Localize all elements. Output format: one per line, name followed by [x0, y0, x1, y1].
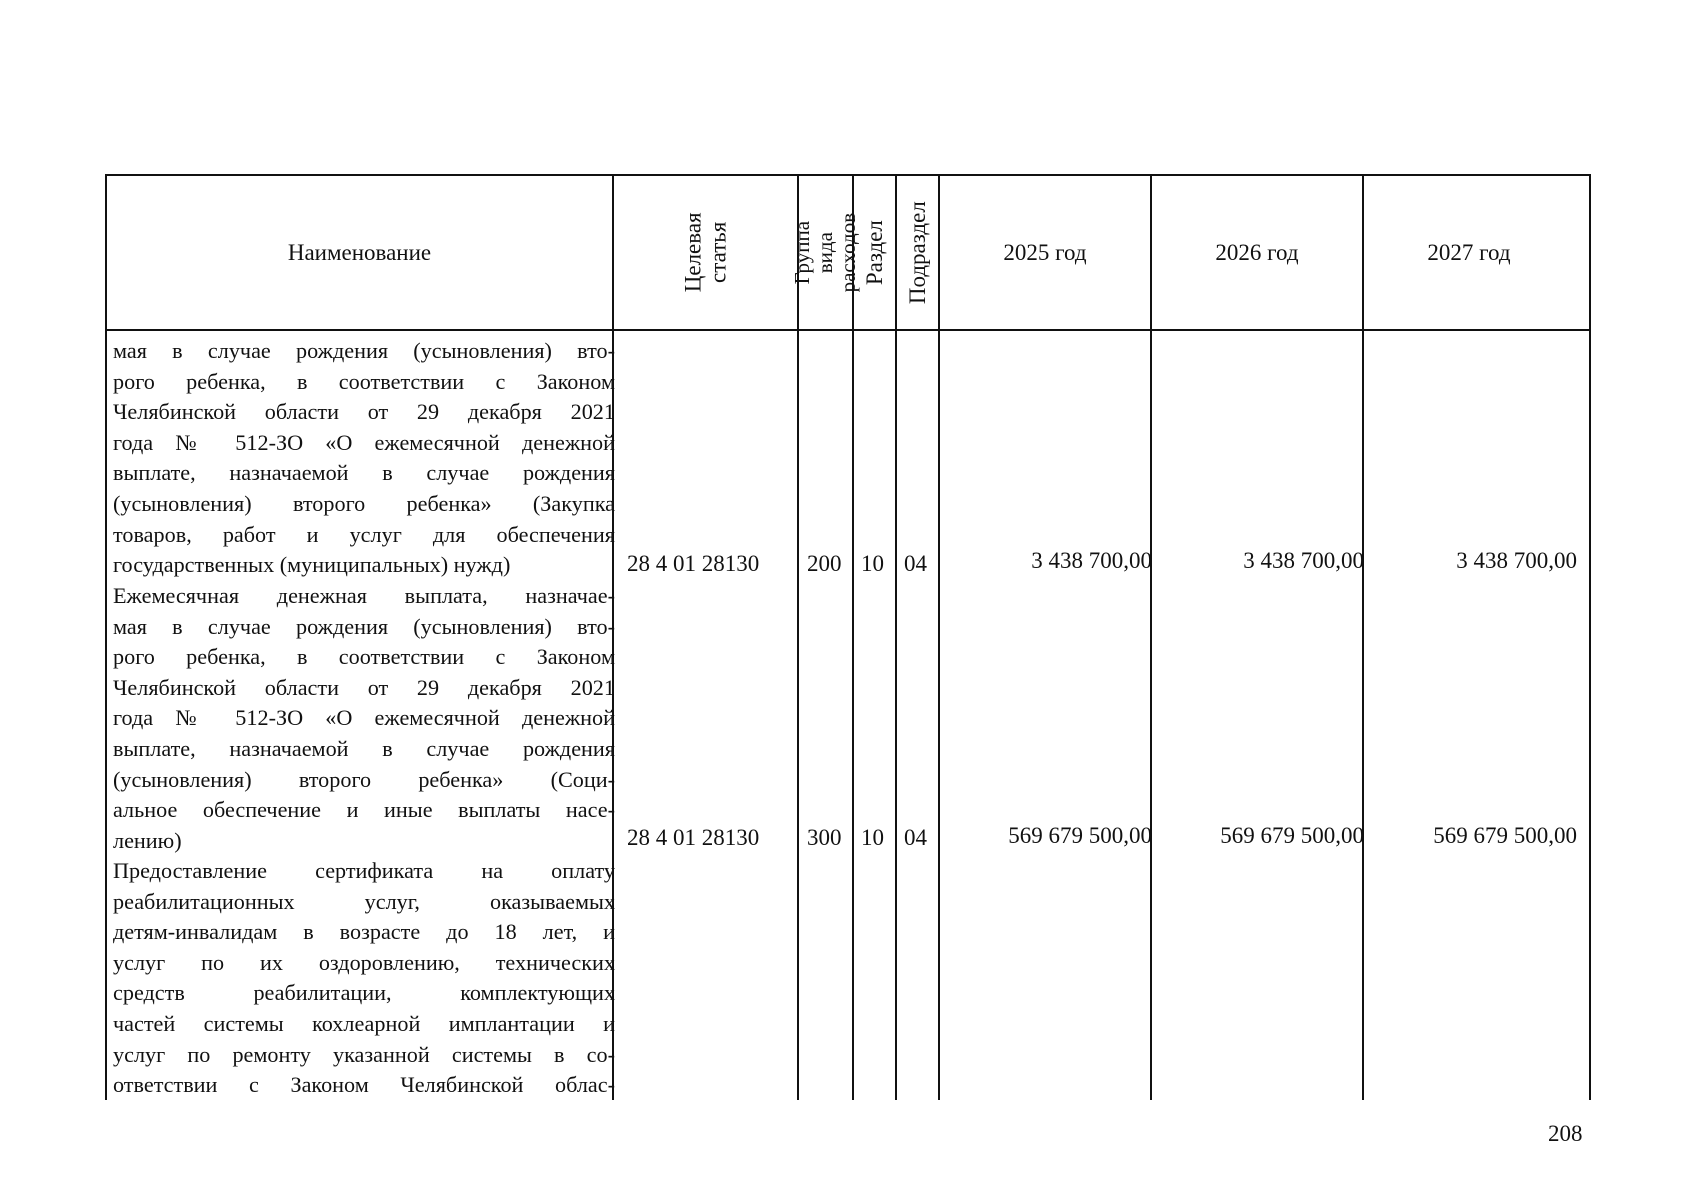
header-2027: 2027 год — [1427, 239, 1511, 265]
header-subsection: Подраздел — [904, 201, 930, 304]
row-1-name: мая в случае рождения (усыновления) вто- рого ребенка, в соответствии с Законом Челябинской области от 29 декабря 2021 года № 512-ЗО «О ежемесячной денежной выплате, назначаемой в случае рождения (усыновления) второго ребенка» (Закупка товаров, работ и услуг для обеспечения государственных (муниципальных) нужд) — [113, 338, 615, 578]
row-2-group: 300 — [807, 825, 842, 850]
row-1-2026: 3 438 700,00 — [1243, 548, 1364, 573]
row-1-subsection: 04 — [904, 551, 927, 576]
row-1-2027: 3 438 700,00 — [1456, 548, 1577, 573]
budget-table — [105, 174, 1591, 1100]
row-2-name: Ежемесячная денежная выплата, назначае- мая в случае рождения (усыновления) вто- рого ребенка, в соответствии с Законом Челябинской области от 29 декабря 2021 года № 512-ЗО «О ежемесячной денежной выплате, назначаемой в случае рождения (усыновления) второго ребенка» (Соци- альное обеспечение и иные выплаты насе- лению) — [113, 583, 615, 853]
row-2-article: 28 4 01 28130 — [627, 825, 760, 850]
row-1-section: 10 — [861, 551, 884, 576]
row-1-group: 200 — [807, 551, 842, 576]
row-2-2027: 569 679 500,00 — [1433, 823, 1577, 848]
header-name: Наименование — [287, 239, 432, 265]
header-target-article: Целевая статья — [680, 212, 731, 293]
row-2-section: 10 — [861, 825, 884, 850]
row-2-2025: 569 679 500,00 — [1008, 823, 1152, 848]
header-2026: 2026 год — [1215, 239, 1299, 265]
row-1-article: 28 4 01 28130 — [627, 551, 760, 576]
row-3-name: Предоставление сертификата на оплату реабилитационных услуг, оказываемых детям-инвалидам в возрасте до 18 лет, и услуг по их оздоровлению, технических средств реабилитации, комплектующих частей системы кохлеарной имплантации и услуг по ремонту указанной системы в со- ответствии с Законом Челябинской облас- — [113, 858, 615, 1098]
header-section: Раздел — [861, 219, 887, 286]
header-divider — [107, 329, 1589, 331]
header-expense-group: Группа вида расходов — [789, 212, 861, 293]
row-2-subsection: 04 — [904, 825, 927, 850]
row-2-2026: 569 679 500,00 — [1220, 823, 1364, 848]
row-1-2025: 3 438 700,00 — [1031, 548, 1152, 573]
page-number: 208 — [1548, 1121, 1583, 1146]
header-2025: 2025 год — [1003, 239, 1087, 265]
